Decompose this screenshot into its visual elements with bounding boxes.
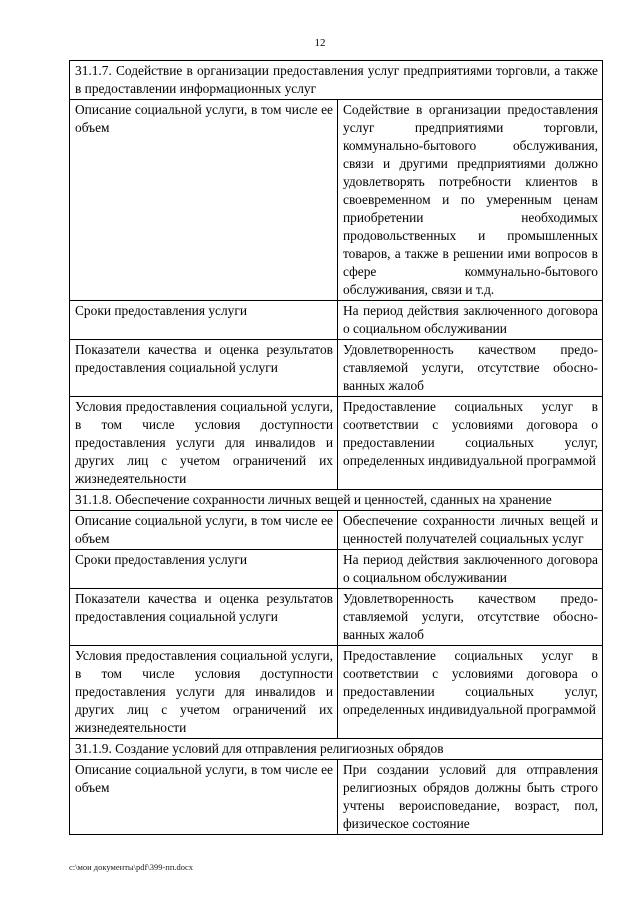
section-title: 31.1.8. Обеспечение сохранности личных вещей и ценностей, сданных на хранение	[70, 490, 603, 511]
row-value: При создании условий для отправления религиозных обрядов должны быть строго учтены вероисповедание, возраст, пол, физическое состояние	[338, 760, 603, 835]
section-header-row	[70, 61, 603, 100]
table-row	[70, 646, 603, 739]
row-value: На период действия заключенного договора о социальном обслуживании	[338, 301, 603, 340]
row-label: Условия предоставления социальной услуги, в том числе условия доступности предоставления услуги для инвалидов и других лиц с учетом ограничений их жизнедеятельности	[70, 397, 338, 490]
row-label: Описание социальной услуги, в том числе ее объем	[70, 511, 338, 550]
section-title: 31.1.9. Создание условий для отправления религиозных обрядов	[70, 739, 603, 760]
document-file-path: c:\мои документы\pdf\399-пп.docx	[69, 862, 194, 872]
row-label: Описание социальной услуги, в том числе ее объем	[70, 100, 338, 301]
row-label: Условия предоставления социальной услуги, в том числе условия доступности предоставления услуги для инвалидов и других лиц с учетом ограничений их жизнедеятельности	[70, 646, 338, 739]
row-value: Обеспечение сохранности личных вещей и ценностей получателей социальных услуг	[338, 511, 603, 550]
table-row	[70, 550, 603, 589]
row-label: Описание социальной услуги, в том числе ее объем	[70, 760, 338, 835]
page-number: 12	[314, 37, 326, 49]
section-header-row	[70, 490, 603, 511]
table-row	[70, 760, 603, 835]
services-table-body	[70, 61, 603, 835]
table-row	[70, 397, 603, 490]
row-value: Предоставление социальных услуг в соответствии с условиями договора о предоставлении социальных услуг, определенных индивидуальной программой	[338, 397, 603, 490]
services-table	[69, 60, 603, 835]
table-row	[70, 589, 603, 646]
table-row	[70, 301, 603, 340]
row-value: Предоставление социальных услуг в соответствии с условиями договора о предоставлении социальных услуг, определенных индивидуальной программой	[338, 646, 603, 739]
row-value: Содействие в организации предоставления услуг предприятиями торговли, коммунально-бытового обслуживания, связи и другими предприятиями должно удовлетворять потребности клиентов в своевременном и по умеренным ценам приобретении необходимых продовольственных и промышленных товаров, а также в решении ими вопросов в сфере коммунально-бытового обслуживания, связи и т.д.	[338, 100, 603, 301]
row-label: Сроки предоставления услуги	[70, 301, 338, 340]
row-label: Сроки предоставления услуги	[70, 550, 338, 589]
table-row	[70, 511, 603, 550]
row-label: Показатели качества и оценка результатов предоставления социальной услуги	[70, 340, 338, 397]
row-value: Удовлетворенность качеством предоставляемой услуги, отсутствие обоснованных жалоб	[338, 340, 603, 397]
table-row	[70, 340, 603, 397]
row-value: Удовлетворенность качеством предоставляемой услуги, отсутствие обоснованных жалоб	[338, 589, 603, 646]
section-title: 31.1.7. Содействие в организации предоставления услуг предприятиями торговли, а также в предоставлении информационных услуг	[70, 61, 603, 100]
row-label: Показатели качества и оценка результатов предоставления социальной услуги	[70, 589, 338, 646]
table-row	[70, 100, 603, 301]
row-value: На период действия заключенного договора о социальном обслуживании	[338, 550, 603, 589]
section-header-row	[70, 739, 603, 760]
